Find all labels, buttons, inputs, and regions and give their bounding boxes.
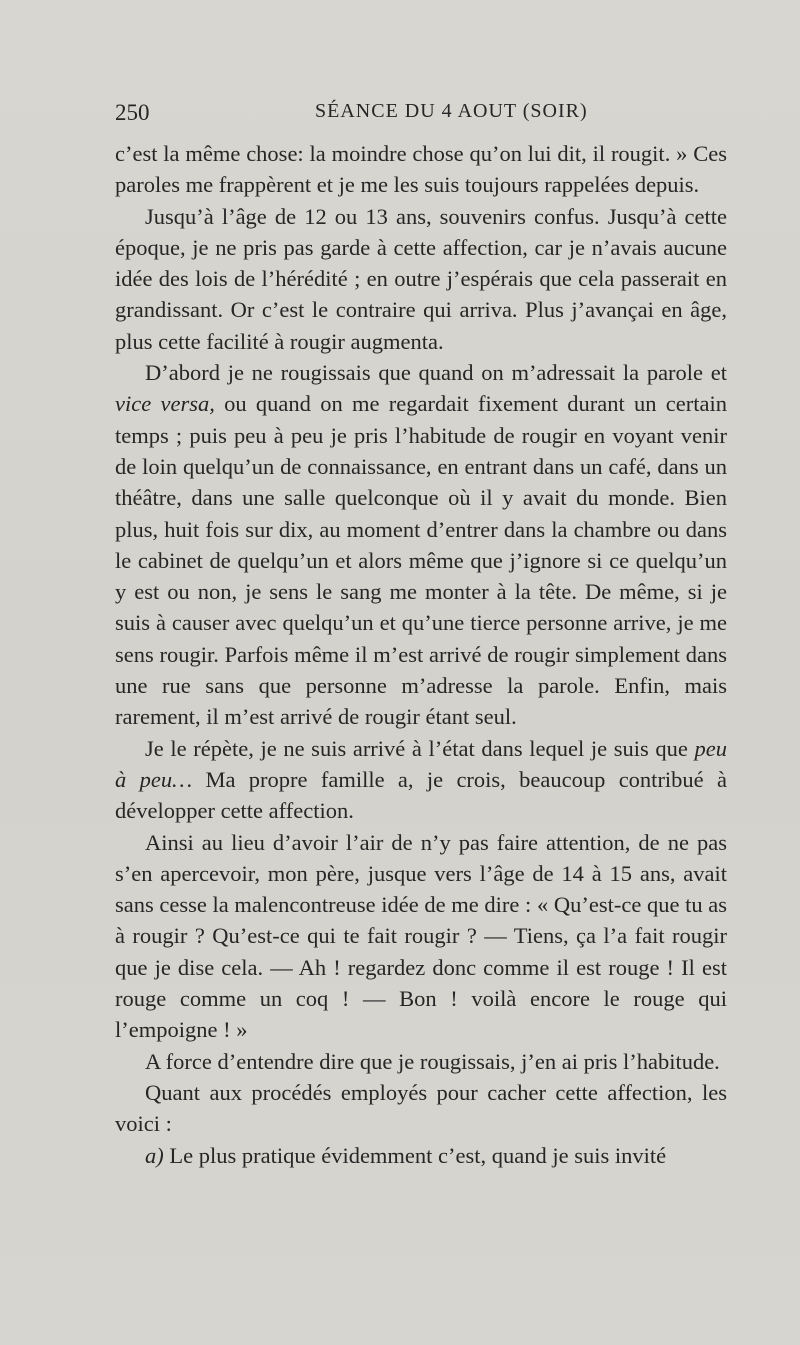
paragraph-8-italic: a) — [145, 1142, 164, 1168]
paragraph-7 — [115, 1077, 727, 1140]
paragraph-7-text: Quant aux procédés employés pour cacher cette affection, les voici : — [115, 1079, 727, 1137]
paragraph-5 — [115, 827, 727, 1046]
paragraph-3-text-a: D’abord je ne rougissais que quand on m’adressait la parole et — [145, 360, 727, 386]
paragraph-1 — [115, 138, 727, 201]
paragraph-2 — [115, 201, 727, 357]
running-head: SÉANCE DU 4 AOUT (SOIR) — [315, 100, 588, 122]
body-text — [115, 138, 727, 1171]
paragraph-4 — [115, 733, 727, 827]
paragraph-4-italic: peu à peu… — [115, 735, 727, 792]
paragraph-3-italic: vice versa, — [115, 391, 215, 417]
paragraph-3 — [115, 357, 727, 733]
paragraph-2-text: Jusqu’à l’âge de 12 ou 13 ans, souvenirs confus. Jusqu’à cette époque, je ne pris pas garde à cette affection, car je n’avais aucune idée des lois de l’hérédité ; en outre j’espérais que cela passerait en grandissant. Or c’est le contraire qui arriva. Plus j’avançai en âge, plus cette facilité à rougir augmenta. — [115, 203, 727, 354]
paragraph-8-text: Le plus pratique évidemment c’est, quand je suis invité — [163, 1142, 667, 1168]
paragraph-8 — [115, 1140, 727, 1171]
paragraph-5-text: Ainsi au lieu d’avoir l’air de n’y pas faire attention, de ne pas s’en apercevoir, mon père, jusque vers l’âge de 14 à 15 ans, avait sans cesse la malencontreuse idée de me dire : « Qu’est-ce que tu as à rougir ? Qu’est-ce qui te fait rougir ? — Tiens, ça l’a fait rougir que je dise cela. — Ah ! regardez donc comme il est rouge ! Il est rouge comme un coq ! — Bon ! voilà encore le rouge qui l’empoigne ! » — [115, 829, 727, 1043]
paragraph-6 — [115, 1046, 727, 1077]
page-number: 250 — [115, 100, 150, 125]
paragraph-6-text: A force d’entendre dire que je rougissais, j’en ai pris l’habitude. — [145, 1048, 720, 1074]
page-header — [115, 100, 725, 132]
paragraph-3-text-b: ou quand on me regardait fixement durant un certain temps ; puis peu à peu je pris l’habitude de rougir en voyant venir de loin quelqu’un de connaissance, en entrant dans un café, dans un théâtre, dans une salle quelconque où il y avait du monde. Bien plus, huit fois sur dix, au moment d’entrer dans la chambre ou dans le cabinet de quelqu’un et alors même que j’ignore si ce quelqu’un y est ou non, je sens le sang me monter à la tête. De même, si je suis à causer avec quelqu’un et qu’une tierce personne arrive, je me sens rougir. Parfois même il m’est arrivé de rougir simplement dans une rue sans que personne m’adresse la parole. Enfin, mais rarement, il m’est arrivé de rougir étant seul. — [115, 391, 727, 730]
paragraph-4-text-b: Ma propre famille a, je crois, beaucoup contribué à développer cette affection. — [115, 766, 727, 824]
paragraph-1-text: c’est la même chose: la moindre chose qu’on lui dit, il rougit. » Ces paroles me frappèrent et je me les suis toujours rappelées depuis. — [115, 141, 727, 198]
paragraph-4-text-a: Je le répète, je ne suis arrivé à l’état dans lequel je suis que — [145, 735, 695, 761]
